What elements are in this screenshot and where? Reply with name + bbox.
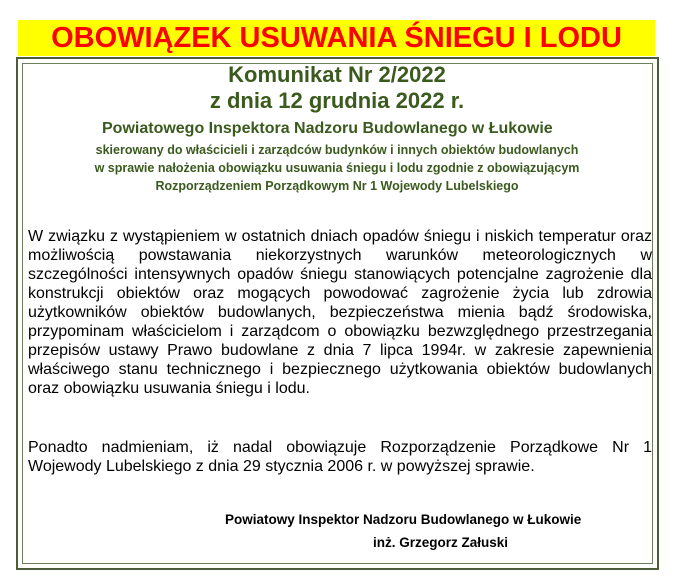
body-paragraph-1: W związku z wystąpieniem w ostatnich dniach opadów śniegu i niskich temperatur oraz możliwością powstawania niekorzystnych warunków meteorologicznych w szczególności intensywnych opadów śniegu stanowiących potencjalne zagrożenie dla konstrukcji obiektów oraz mogących powodować zagrożenie życia lub zdrowia użytkowników obiektów budowlanych, bezpieczeństwa mienia bądź środowiska, przypominam właścicielom i zarządcom o obowiązku bezwzględnego przestrzegania przepisów ustawy Prawo budowlane z dnia 7 lipca 1994r. w zakresie zapewnienia właściwego stanu technicznego i bezpiecznego użytkowania obiektów budowlanych oraz obowiązku usuwania śniegu i lodu. xyxy=(28,228,652,397)
subject-line-1: skierowany do właścicieli i zarządców budynków i innych obiektów budowlanych xyxy=(95,143,579,157)
signature-name: inż. Grzegorz Załuski xyxy=(373,535,509,550)
signature-office: Powiatowy Inspektor Nadzoru Budowlanego w Łukowie xyxy=(225,512,582,527)
title-banner xyxy=(18,20,655,56)
subject-line-2: w sprawie nałożenia obowiązku usuwania śniegu i lodu zgodnie z obowiązującym xyxy=(94,161,580,175)
issuing-authority: Powiatowego Inspektora Nadzoru Budowlanego w Łukowie xyxy=(102,120,553,137)
body-paragraph-2: Ponadto nadmieniam, iż nadal obowiązuje Rozporządzenie Porządkowe Nr 1 Wojewody Lubelskiego z dnia 29 stycznia 2006 r. w powyższej sprawie. xyxy=(28,439,652,475)
banner-title: OBOWIĄZEK USUWANIA ŚNIEGU I LODU xyxy=(51,21,622,54)
komunikat-date: z dnia 12 grudnia 2022 r. xyxy=(209,88,465,113)
komunikat-number: Komunikat Nr 2/2022 xyxy=(228,62,446,87)
subject-line-3: Rozporządzeniem Porządkowym Nr 1 Wojewody Lubelskiego xyxy=(155,179,519,193)
